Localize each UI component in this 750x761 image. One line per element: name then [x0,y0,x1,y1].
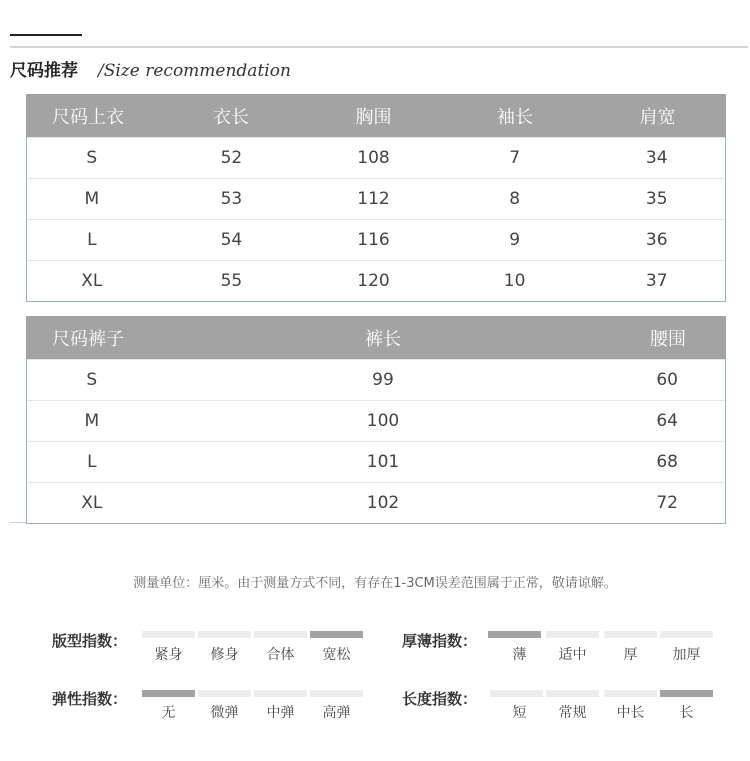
tops-header-cell: 衣长 [213,106,249,128]
fit-index-bar [142,631,195,638]
table-cell: 36 [645,230,668,250]
table-row [27,178,725,219]
table-cell: 108 [357,148,390,168]
table-cell: 68 [656,452,678,472]
elasticity-index-bar [310,690,363,697]
measurement-note: 测量单位：厘米。由于测量方式不同，有存在1-3CM误差范围属于正常，敬请谅解。 [133,576,617,591]
table-cell: M [84,189,100,209]
thickness-index-option: 薄 [512,647,527,663]
table-cell: 9 [509,230,521,250]
elasticity-index-bar [198,690,251,697]
divider [10,522,26,523]
length-index-bar [660,690,713,697]
fit-index-label: 版型指数： [52,632,128,650]
thickness-index-option: 厚 [623,647,638,663]
heading-cn: 尺码推荐 [10,61,78,81]
table-row [27,137,725,178]
length-index-option: 中长 [616,705,645,721]
fit-index-option: 宽松 [322,647,351,663]
length-index-label: 长度指数： [402,690,478,708]
tops-header-row [26,94,726,137]
table-cell: 101 [366,452,400,472]
table-cell: 53 [220,189,243,209]
top-long-rule [10,46,748,48]
elasticity-index-label: 弹性指数： [52,690,128,708]
table-cell: 72 [656,493,678,513]
table-cell: 100 [366,411,400,431]
table-cell: S [86,370,98,390]
elasticity-index-option: 微弹 [210,705,239,721]
heading-en: /Size recommendation [98,61,291,81]
table-cell: 7 [509,148,521,168]
table-row [27,219,725,260]
table-cell: 35 [645,189,668,209]
table-row [27,441,725,482]
pants-header-cell: 裤长 [365,328,401,350]
table-cell: S [86,148,98,168]
thickness-index-option: 加厚 [672,647,701,663]
length-index-option: 短 [512,705,527,721]
table-row [27,260,725,301]
tops-header-cell: 胸围 [355,106,392,128]
tops-header-cell: 尺码上衣 [52,106,124,128]
thickness-index-bar [488,631,541,638]
pants-size-table [26,316,726,524]
fit-index-bar [254,631,307,638]
table-row [27,359,725,400]
elasticity-index-bar [142,690,195,697]
table-cell: 54 [220,230,243,250]
table-cell: 60 [656,370,678,390]
elasticity-index-option: 中弹 [266,705,295,721]
table-cell: XL [81,271,103,291]
table-cell: 116 [357,230,390,250]
length-index-option: 长 [679,705,694,721]
pants-header-row [26,316,726,359]
fit-index-option: 合体 [266,647,295,663]
tops-header-cell: 肩宽 [639,106,676,128]
top-short-rule [10,34,82,36]
section-heading [10,56,291,82]
table-cell: 52 [220,148,243,168]
pants-header-cell: 尺码裤子 [52,328,124,350]
fit-index-option: 紧身 [154,647,183,663]
table-cell: 34 [645,148,668,168]
fit-index-bar [198,631,251,638]
table-cell: 64 [656,411,678,431]
table-cell: 55 [220,271,243,291]
length-index-bar [604,690,657,697]
length-index-option: 常规 [558,705,587,721]
fit-index-option: 修身 [210,647,239,663]
table-cell: XL [81,493,103,513]
tops-header-cell: 袖长 [497,106,533,128]
length-index-bar [546,690,599,697]
table-cell: 37 [645,271,668,291]
table-cell: 120 [357,271,390,291]
elasticity-index-option: 无 [161,705,176,721]
pants-header-cell: 腰围 [650,328,686,350]
table-row [27,400,725,441]
table-cell: L [87,452,97,472]
table-cell: 99 [372,370,394,390]
thickness-index-bar [660,631,713,638]
table-cell: 112 [357,189,390,209]
elasticity-index-option: 高弹 [322,705,351,721]
thickness-index-option: 适中 [558,647,587,663]
table-cell: 102 [366,493,400,513]
elasticity-index-bar [254,690,307,697]
length-index-bar [490,690,543,697]
thickness-index-label: 厚薄指数： [402,632,478,650]
table-row [27,482,725,523]
thickness-index-bar [604,631,657,638]
fit-index-bar [310,631,363,638]
thickness-index-bar [546,631,599,638]
table-cell: 10 [503,271,526,291]
tops-size-table [26,94,726,302]
table-cell: L [87,230,97,250]
table-cell: M [84,411,100,431]
table-cell: 8 [509,189,521,209]
